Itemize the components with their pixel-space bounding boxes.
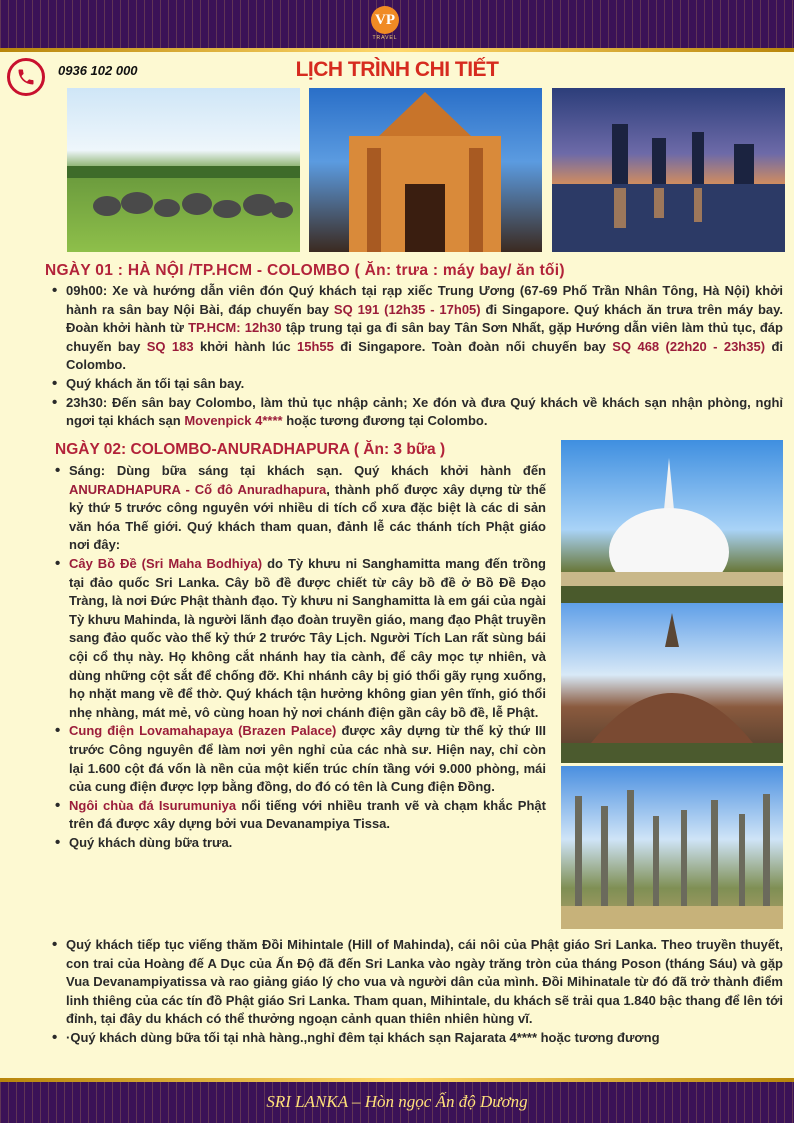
list-item: • Sáng: Dùng bữa sáng tại khách sạn. Quý khách khởi hành đến ANURADHAPURA - Cố đô Anuradhapura, thành phố được xây dựng từ thế kỷ thứ 5 trước công nguyên với nhiều di tích cổ xưa đặc biệt là các di sản văn hóa Thế giới. Quý khách tham quan, đảnh lễ các thánh tích Phật giáo nơi đây: — [55, 462, 546, 555]
list-item: • Quý khách ăn tối tại sân bay. — [52, 375, 783, 394]
photo-temple — [309, 88, 542, 252]
company-logo[interactable] — [362, 6, 408, 46]
logo-brand: TRAVEL — [372, 35, 398, 41]
list-item: • 09h00: Xe và hướng dẫn viên đón Quý khách tại rạp xiếc Trung Ương (67-69 Phố Trần Nhân Tông, Hà Nội) khởi hành ra sân bay Nội Bài, đáp chuyến bay SQ 191 (12h35 - 17h05) đi Singapore. Quý khách ăn trưa trên máy bay. Đoàn khởi hành từ TP.HCM: 12h30 tập trung tại ga đi sân bay Tân Sơn Nhất, gặp Hướng dẫn viên làm thủ tục, đáp chuyến bay SQ 183 khởi hành lúc 15h55 đi Singapore. Toàn đoàn nối chuyến bay SQ 468 (22h20 - 23h35) đi Colombo. — [52, 282, 783, 375]
day1-list — [52, 282, 783, 431]
logo-mark: VP — [371, 6, 399, 34]
day1-heading: NGÀY 01 : HÀ NỘI /TP.HCM - COLOMBO ( Ăn: trưa : máy bay/ ăn tối) — [45, 262, 565, 279]
photo-brick-stupa — [561, 603, 783, 763]
list-item: • Quý khách dùng bữa trưa. — [55, 834, 546, 853]
footer-slogan: SRI LANKA – Hòn ngọc Ấn độ Dương — [266, 1092, 528, 1111]
list-item: • Cây Bồ Đề (Sri Maha Bodhiya) do Tỳ khưu ni Sanghamitta mang đến trồng tại đảo quốc Sri Lanka. Cây bồ đề được chiết từ cây bồ đề ở Bồ Đề Đạo Tràng, là nơi Đức Phật thành đạo. Tỳ khưu ni Sanghamitta là em gái của ngài Tỳ khưu Mahinda, là người lãnh đạo đoàn truyền giáo, mang đạo Phật truyền sang đảo quốc vào thế kỷ thứ 2 trước Tây Lịch. Người Tích Lan rất sùng bái cội cổ thụ này. Họ không cắt nhánh hay tỉa cành, để cây mọc tự nhiên, và dùng những cột sắt để chống đỡ. Khi nhánh cây bị gió thổi gãy rụng xuống, họ nhặt mang về để thờ. Quý khách tận hưởng không gian yên tĩnh, gió thổi nhẹ nhàng, mát mẻ, vô cùng hoan hỷ nơi chánh điện gần cây bồ đề, lễ Phật. — [55, 555, 546, 722]
list-item: • Cung điện Lovamahapaya (Brazen Palace) được xây dựng từ thế kỷ thứ III trước Công nguyên để làm nơi yên nghỉ của các nhà sư. Hiện nay, chỉ còn lại 1.600 cột đá vốn là nền của một kiến trúc chín tầng với 9.000 phòng, mái của cung điện được lợp bằng đồng, do đó có tên là Cung điện Đồng. — [55, 722, 546, 796]
list-item: • 23h30: Đến sân bay Colombo, làm thủ tục nhập cảnh; Xe đón và đưa Quý khách về khách sạn nhận phòng, nghỉ ngơi tại khách sạn Movenpick 4**** hoặc tương đương tại Colombo. — [52, 394, 783, 431]
day2-list — [55, 462, 546, 852]
photo-stone-pillars — [561, 766, 783, 929]
page-title: LỊCH TRÌNH CHI TIẾT — [295, 58, 499, 81]
day2-continued-list — [52, 936, 783, 1048]
day2-heading: NGÀY 02: COLOMBO-ANURADHAPURA ( Ăn: 3 bữa ) — [55, 441, 446, 458]
photo-elephants — [67, 88, 300, 252]
list-item: • Ngôi chùa đá Isurumuniya nổi tiếng với nhiều tranh vẽ và chạm khắc Phật trên đá được xây dựng bởi vua Devanampiya Tissa. — [55, 797, 546, 834]
photo-white-stupa — [561, 440, 783, 603]
list-item: • Quý khách tiếp tục viếng thăm Đồi Mihintale (Hill of Mahinda), cái nôi của Phật giáo Sri Lanka. Theo truyền thuyết, con trai của Hoàng đế A Dục của Ấn Độ đã đến Sri Lanka vào ngày trăng tròn của tháng Poson (tháng Sáu) và gặp Vua Devanampiyatissa và rao giảng giáo lý cho vua và người dân của mình. Đồi Mihinatale từ đó đã trở thành điểm linh thiêng của các tín đồ Phật giáo Sri Lanka. Tham quan, Mihintale, du khách sẽ trải qua 1.840 bậc thang để lên tới đỉnh, tại đây du khách có thể thưởng ngoạn cảnh quan thiên nhiên hùng vĩ. — [52, 936, 783, 1029]
photo-city-skyline — [552, 88, 785, 252]
phone-number[interactable]: 0936 102 000 — [58, 63, 138, 78]
list-item: • ·Quý khách dùng bữa tối tại nhà hàng.,nghỉ đêm tại khách sạn Rajarata 4**** hoặc tương đương — [52, 1029, 783, 1048]
